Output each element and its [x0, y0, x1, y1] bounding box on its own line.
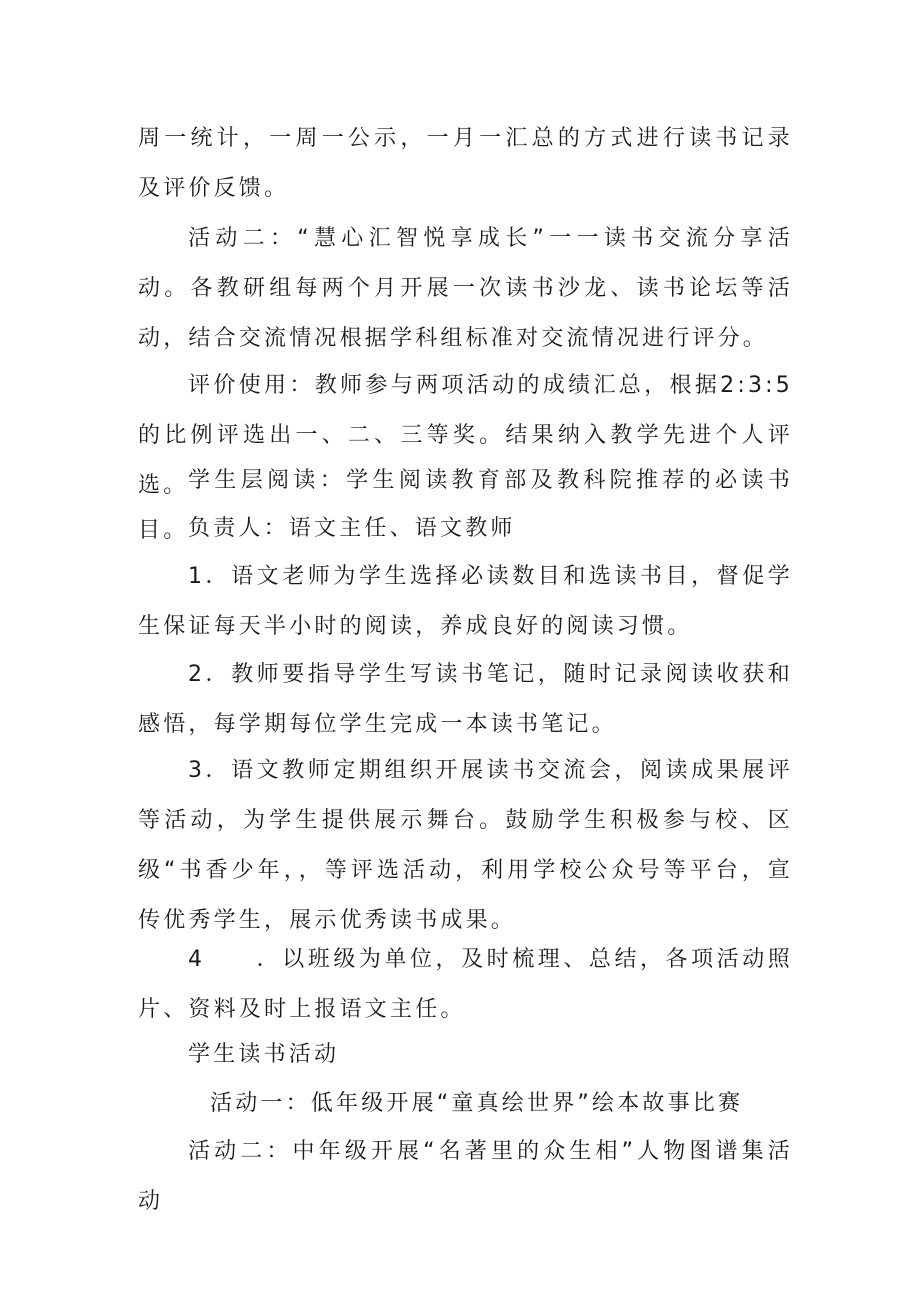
paragraph-item-2: 2．教师要指导学生写读书笔记，随时记录阅读收获和感悟，每学期每位学生完成一本读书笔记。	[138, 662, 793, 737]
paragraph-item-4: 4 ．以班级为单位，及时梳理、总结，各项活动照片、资料及时上报语文主任。	[138, 947, 793, 1022]
paragraph-activity-one-students: 活动一：低年级开展“童真绘世界”绘本故事比赛	[210, 1091, 744, 1116]
paragraph-student-reading: 学生层阅读：学生阅读教育部及教科院推荐的必读书目。	[138, 468, 793, 543]
paragraph-evaluation-use: 评价使用：教师参与两项活动的成绩汇总，根据2:3:5的比例评选出一、二、三等奖。结果纳入教学先进个人评选。	[138, 373, 793, 498]
paragraph-item-3: 3．语文教师定期组织开展读书交流会，阅读成果展评等活动，为学生提供展示舞台。鼓励学生积极参与校、区级“书香少年，，等评选活动，利用学校公众号等平台，宣传优秀学生，展示优秀读书成果。	[138, 758, 793, 933]
paragraph-activity-two-students: 活动二：中年级开展“名著里的众生相”人物图谱集活动	[138, 1139, 793, 1214]
paragraph-activity-two-teachers: 活动二：“慧心汇智悦享成长”一一读书交流分享活动。各教研组每两个月开展一次读书沙龙、读书论坛等活动，结合交流情况根据学科组标准对交流情况进行评分。	[138, 226, 793, 351]
section-heading-student-activities: 学生读书活动	[188, 1042, 340, 1067]
paragraph-item-1: 1．语文老师为学生选择必读数目和选读书目，督促学生保证每天半小时的阅读，养成良好的阅读习惯。	[138, 564, 793, 639]
paragraph-reading-record: 周一统计，一周一公示，一月一汇总的方式进行读书记录及评价反馈。	[138, 126, 793, 201]
paragraph-responsible-person: 负责人：语文主任、语文教师	[188, 516, 516, 541]
